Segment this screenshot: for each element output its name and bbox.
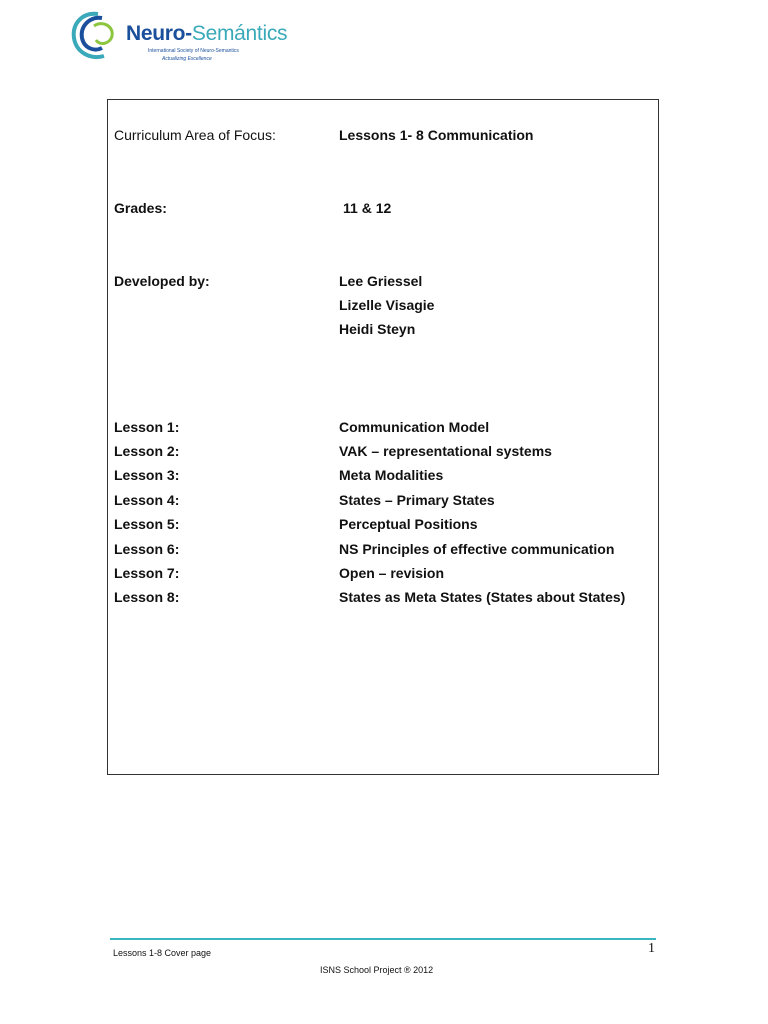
lesson-title: States – Primary States	[339, 492, 495, 508]
lesson-title: NS Principles of effective communication	[339, 541, 615, 557]
lesson-title: Perceptual Positions	[339, 516, 478, 532]
lesson-label: Lesson 4:	[114, 492, 180, 508]
lesson-label: Lesson 5:	[114, 516, 180, 532]
lesson-title: Meta Modalities	[339, 467, 444, 483]
lesson-label: Lesson 2:	[114, 443, 180, 459]
cover-box	[107, 99, 659, 775]
footer-document-title: Lessons 1-8 Cover page	[113, 948, 212, 958]
lesson-title: States as Meta States (States about States)	[339, 589, 626, 605]
logo-brand-neuro: Neuro-	[126, 22, 192, 45]
lesson-title: Open – revision	[339, 565, 445, 581]
grades-label: Grades:	[114, 200, 167, 216]
logo-tagline: Actualizing Excellence	[162, 56, 212, 62]
logo-brand-semantics: Semántics	[191, 22, 288, 45]
lesson-label: Lesson 6:	[114, 541, 180, 557]
developer-name: Heidi Steyn	[339, 321, 416, 337]
logo-brand	[126, 22, 287, 46]
developer-name: Lizelle Visagie	[339, 297, 435, 313]
lesson-title: Communication Model	[339, 419, 490, 435]
page-number: 1	[648, 941, 655, 956]
lesson-label: Lesson 8:	[114, 589, 180, 605]
footer-copyright: ISNS School Project ® 2012	[320, 965, 434, 975]
developed-by-label: Developed by:	[114, 273, 210, 289]
lesson-title: VAK – representational systems	[339, 443, 552, 459]
lesson-label: Lesson 7:	[114, 565, 180, 581]
lesson-label: Lesson 3:	[114, 467, 180, 483]
lesson-label: Lesson 1:	[114, 419, 180, 435]
neuro-semantics-logo	[68, 8, 288, 64]
logo-subtitle: International Society of Neuro-Semantics	[148, 48, 239, 54]
curriculum-label: Curriculum Area of Focus:	[114, 127, 276, 143]
swirl-logo-icon	[68, 8, 128, 64]
footer-rule	[110, 938, 656, 940]
grades-value: 11 & 12	[343, 200, 392, 216]
curriculum-value: Lessons 1- 8 Communication	[339, 127, 534, 143]
developer-name: Lee Griessel	[339, 273, 423, 289]
